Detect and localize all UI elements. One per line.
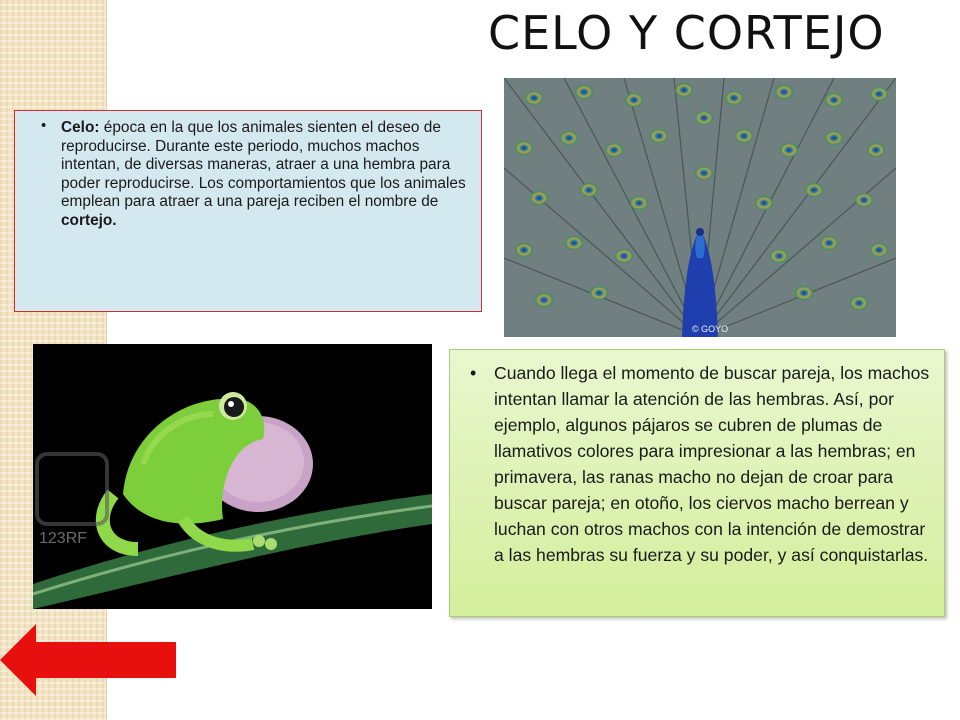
term-celo: Celo: [61, 119, 100, 136]
back-arrow-icon[interactable] [0, 624, 178, 696]
celo-definition-box [14, 110, 482, 312]
peacock-watermark: © GOYO [692, 324, 729, 334]
frog-photo [33, 344, 432, 609]
bullet: • [41, 117, 47, 134]
courtship-explanation-text: Cuando llega el momento de buscar pareja, los machos intentan llamar la atención de las hembras. Así, por ejemplo, algunos pájaros se cubren de plumas de llamativos colores para impresionar a las hembras; en primavera, las ranas macho no dejan de croar para buscar pareja; en otoño, los ciervos macho berrean y luchan con otros machos con la intención de demostrar a las hembras su fuerza y su poder, y así conquistarlas. [494, 363, 930, 565]
slide-title: CELO Y CORTEJO [488, 6, 885, 60]
celo-definition-text: época en la que los animales sienten el deseo de reproducirse. Durante este periodo, muchos machos intentan, de diversas maneras, atraer a una hembra para poder reproducirse. Los comportamientos que los animales emplean para atraer a una pareja reciben el nombre de [61, 119, 466, 210]
bullet: • [470, 363, 477, 383]
peacock-illustration [504, 78, 896, 337]
peacock-photo [504, 78, 896, 337]
frog-illustration [33, 344, 432, 609]
term-cortejo: cortejo. [61, 211, 117, 229]
courtship-explanation-box [449, 349, 945, 617]
frog-watermark: 123RF [39, 530, 88, 547]
